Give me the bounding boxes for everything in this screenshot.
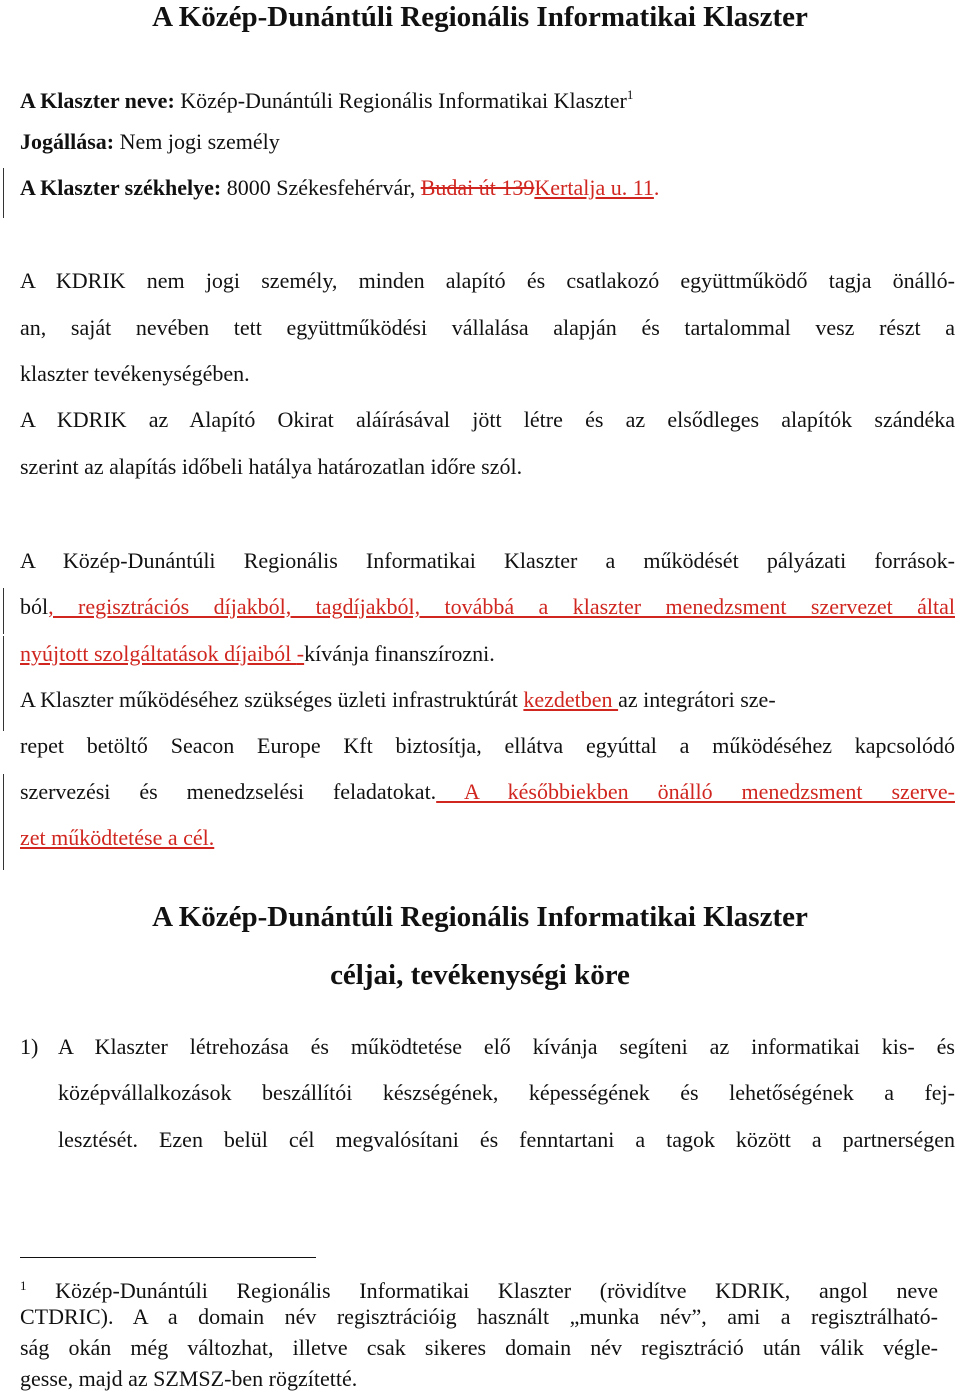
seat-value: 8000 Székesfehérvár,	[221, 175, 421, 200]
para4-line1-start: A Klaszter működéséhez szükséges üzleti infrastruktúrát	[20, 687, 524, 712]
para3-line3	[20, 639, 495, 669]
change-bar	[3, 636, 4, 684]
para3-inserted-text: , regisztrációs díjakból, tagdíjakból, továbbá a klaszter menedzsment szervezet által	[48, 594, 955, 619]
document-title: A Közép-Dunántúli Regionális Informatikai Klaszter	[152, 1, 808, 33]
para4-inserted-text-2: A későbbiekben önálló menedzsment szerve-	[436, 779, 955, 804]
para4-line2: repet betöltő Seacon Europe Kft biztosítja, ellátva egyúttal a működéséhez kapcsolódó	[20, 733, 955, 758]
footnote-line1	[20, 1271, 938, 1306]
list-item-number: 1)	[20, 1034, 39, 1059]
section-title-line1: A Közép-Dunántúli Regionális Informatikai Klaszter	[152, 901, 808, 933]
footnote-separator	[20, 1257, 316, 1258]
para3-inserted-dash: -	[296, 641, 305, 666]
change-bar	[3, 588, 4, 634]
change-bar	[3, 774, 4, 870]
footnote-line2: CTDRIC). A a domain név regisztrációig használt „munka név”, ami a regisztrálható-	[20, 1304, 938, 1329]
para4-line1	[20, 685, 955, 715]
para3-line1: A Közép-Dunántúli Regionális Informatikai Klaszter a működését pályázati források-	[20, 548, 955, 573]
cluster-name-value: Közép-Dunántúli Regionális Informatikai Klaszter	[174, 88, 627, 113]
para4-inserted-text-3: zet működtetése a cél.	[20, 825, 215, 850]
footnote-mark: 1	[20, 1278, 27, 1293]
list-item-line1: A Klaszter létrehozása és működtetése elő kívánja segíteni az informatikai kis- és	[58, 1034, 955, 1059]
para3-line2-start: ból	[20, 594, 49, 619]
seat-deleted-text: Budai út 139	[420, 175, 535, 200]
change-bar	[3, 168, 4, 218]
seat-end: .	[653, 175, 660, 200]
footnote-line1-text: Közép-Dunántúli Regionális Informatikai Klaszter (rövidítve KDRIK, angol neve	[26, 1278, 938, 1303]
para1-line2: an, saját nevében tett együttműködési vállalása alapján és tartalommal vesz részt a	[20, 315, 955, 340]
para3-line2	[20, 592, 955, 622]
para4-line4	[20, 823, 214, 853]
para2-line2: szerint az alapítás időbeli hatálya határozatlan időre szól.	[20, 454, 523, 479]
para3-inserted-text-2: nyújtott szolgáltatások díjaiból	[20, 641, 297, 666]
legal-status-label: Jogállása:	[20, 129, 115, 154]
footnote-line3: ság okán még változhat, illetve csak sikeres domain név regisztráció után válik végle-	[20, 1335, 938, 1360]
legal-status-line	[20, 127, 280, 157]
legal-status-value: Nem jogi személy	[114, 129, 280, 154]
para2-line1: A KDRIK az Alapító Okirat aláírásával jött létre és az elsődleges alapítók szándéka	[20, 407, 955, 432]
list-item-line3: lesztését. Ezen belül cél megvalósítani és fenntartani a tagok között a partnerségen	[58, 1127, 955, 1152]
change-bar	[3, 683, 4, 731]
para3-line3-end: kívánja finanszírozni.	[304, 641, 495, 666]
seat-line	[20, 173, 659, 203]
seat-label: A Klaszter székhelye:	[20, 175, 222, 200]
list-item-line2: középvállalkozások beszállítói készségének, képességének és lehetőségének a fej-	[58, 1080, 955, 1105]
para4-inserted-text: kezdetben	[523, 687, 619, 712]
para1-line3: klaszter tevékenységében.	[20, 361, 250, 386]
para4-line3-start: szervezési és menedzselési feladatokat.	[20, 779, 437, 804]
cluster-name-label: A Klaszter neve:	[20, 88, 175, 113]
para4-line3	[20, 777, 955, 807]
footnote-ref[interactable]: 1	[626, 87, 634, 102]
section-title-line2: céljai, tevékenységi köre	[330, 959, 630, 991]
seat-inserted-text: Kertalja u. 11	[534, 175, 654, 200]
cluster-name-line	[20, 80, 633, 116]
para1-line1: A KDRIK nem jogi személy, minden alapító és csatlakozó együttműködő tagja önálló-	[20, 268, 955, 293]
para4-line1-end: az integrátori sze-	[618, 687, 776, 712]
footnote-line4: gesse, majd az SZMSZ-ben rögzítetté.	[20, 1366, 358, 1391]
